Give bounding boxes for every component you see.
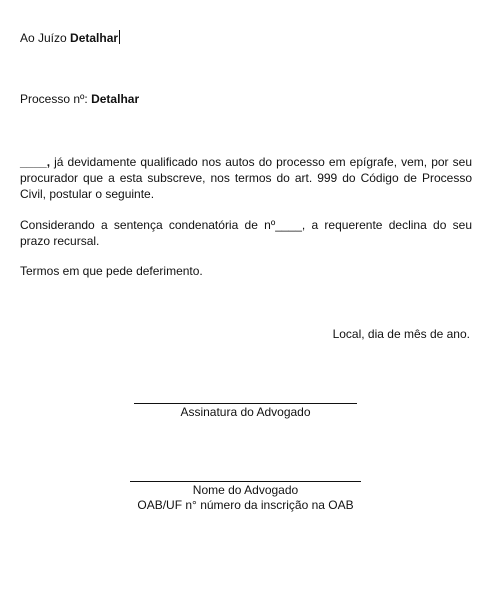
text-cursor — [119, 30, 120, 44]
lawyer-name-label: Nome do Advogado — [192, 483, 299, 497]
place-date: Local, dia de mês de ano. — [332, 327, 470, 341]
addressee-line — [20, 30, 120, 46]
process-value[interactable]: Detalhar — [91, 92, 140, 106]
signature-line-1 — [134, 403, 357, 404]
paragraph-1 — [20, 154, 472, 202]
addressee-prefix: Ao Juízo — [20, 31, 67, 45]
paragraph-2-text: Considerando a sentença condenatória de nº____, a requerente declina do seu prazo recursal. — [20, 218, 472, 248]
lawyer-signature-label: Assinatura do Advogado — [180, 405, 311, 419]
oab-label: OAB/UF n° número da inscrição na OAB — [137, 498, 354, 512]
process-line — [20, 92, 139, 107]
party-blank: ____, — [20, 155, 51, 169]
paragraph-3-text: Termos em que pede deferimento. — [20, 264, 203, 278]
paragraph-2 — [20, 217, 472, 249]
addressee-value[interactable]: Detalhar — [70, 31, 119, 45]
signature-line-2 — [130, 481, 361, 482]
process-prefix: Processo nº: — [20, 92, 88, 106]
paragraph-3 — [20, 263, 472, 279]
paragraph-1-text: já devidamente qualificado nos autos do processo em epígrafe, vem, por seu procurador que a esta subscreve, nos termos do art. 999 do Código de Processo Civil, postular o seguinte. — [20, 155, 472, 201]
